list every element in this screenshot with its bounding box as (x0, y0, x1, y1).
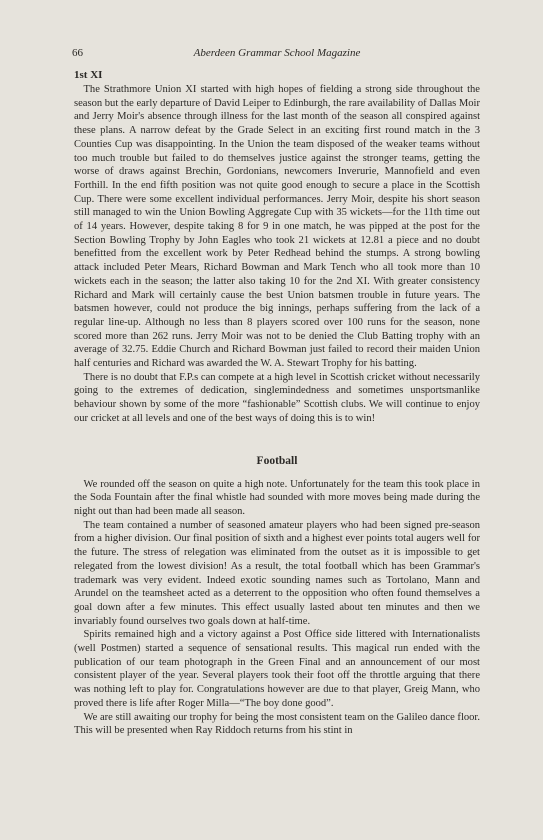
paragraph: The Strathmore Union XI started with high hopes of fielding a strong side throughout the season but the early departure of David Leiper to Edinburgh, the rare availability of Dallas Moir and Jerry Moir's absence through illness for the last month of the season all conspired against these plans. A narrow defeat by the Grade Select in an exciting first round match in the 3 Counties Cup was disappointing. In the Union the team disposed of the weaker teams without too much trouble but failed to do themselves justice against the stronger teams, getting the worse of draws against Brechin, Gordonians, newcomers Inverurie, Mannofield and even Forthill. In the end fifth position was not quite good enough to secure a place in the Scottish Cup. There were some excellent individual performances. Jerry Moir, despite his short season still managed to win the Union Bowling Aggregate Cup with 35 wickets—for the 11th time out of 14 years. However, despite taking 8 for 9 in one match, he was pipped at the post for the Section Bowling Trophy by John Eagles who took 21 wickets at 12.81 a piece and no doubt benefitted from the excellent work by Peter Redhead behind the stumps. A strong bowling attack included Peter Mears, Richard Bowman and Mark Tench who all took more than 10 wickets each in the season; the latter also taking 10 for the 2nd XI. With greater consistency Richard and Mark will certainly cause the best Union batsmen trouble in future years. The batsmen however, could not produce the big innings, perhaps suffering from the lack of a regular line-up. Although no less than 8 players scored over 100 runs for the season, none scored more than 262 runs. Jerry Moir was not to be denied the Club Batting trophy with an average of 32.75. Eddie Church and Richard Bowman just failed to record their maiden Union half centuries and Richard was awarded the W. A. Stewart Trophy for his batting. (74, 84, 480, 370)
paragraph: We rounded off the season on quite a high note. Unfortunately for the team this took place in the Soda Fountain after the final whistle had sounded with more moves being made during the night out than had been made all season. (74, 478, 480, 517)
section-football (74, 454, 480, 738)
magazine-title: Aberdeen Grammar School Magazine (193, 47, 361, 59)
article-body (74, 68, 480, 738)
paragraph: We are still awaiting our trophy for being the most consistent team on the Galileo dance floor. This will be presented when Ray Riddoch returns from his stint in (74, 711, 480, 737)
paragraph: The team contained a number of seasoned amateur players who had been signed pre-season from a higher division. Our final position of sixth and a highest ever points total augers well for the future. The stress of relegation was eliminated from the outset as it is impossible to get relegated from the lowest division! As a result, the total football which has been Grammar's trademark was very evident. Indeed exotic sounding names such as Tortolano, Mann and Arundel on the teamsheet acted as a deterrent to the opposition who often found themselves a goal down after a few minutes. This effect usually lasted about ten minutes and then we invariably found ourselves two goals down at half-time. (74, 519, 480, 627)
section-spacer (74, 426, 480, 454)
page-number: 66 (72, 47, 83, 59)
running-head (72, 46, 482, 60)
section-heading: 1st XI (74, 69, 103, 81)
section-heading: Football (256, 454, 298, 467)
paragraph: Spirits remained high and a victory against a Post Office side littered with Internationalists (well Postmen) started a sequence of sensational results. This magical run ended with the publication of our team photograph in the Green Final and an announcement of our most consistent player of the year. Several players took their foot off the throttle arguing that there was nothing left to play for. Congratulations however are due to that player, Greig Mann, who proved there is life after Roger Milla—“The boy done good”. (74, 629, 480, 709)
section-1st-xi (74, 68, 480, 426)
paragraph: There is no doubt that F.P.s can compete at a high level in Scottish cricket without necessarily going to the extremes of dedication, singlemindedness and sometimes unsportsmanlike behaviour shown by some of the more “fashionable” Scottish clubs. We will continue to enjoy our cricket at all levels and one of the best ways of doing this is to win! (74, 371, 480, 424)
